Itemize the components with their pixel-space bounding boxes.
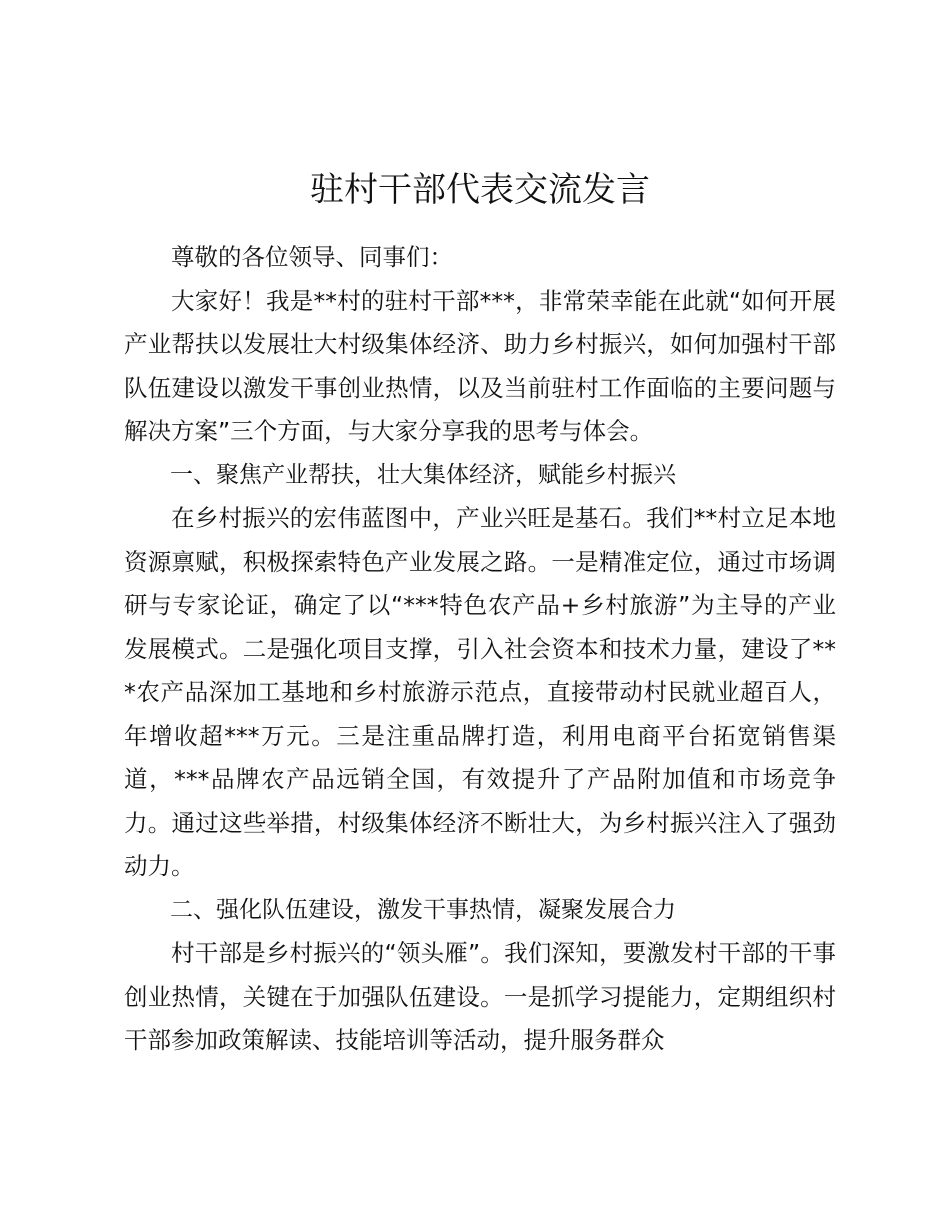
document-title: 驻村干部代表交流发言	[310, 170, 650, 210]
document-body	[124, 236, 836, 1063]
section-1-paragraph: 在乡村振兴的宏伟蓝图中，产业兴旺是基石。我们**村立足本地资源禀赋，积极探索特色产业发展之路。一是精准定位，通过市场调研与专家论证，确定了以“***特色农产品+乡村旅游”为主导的产业发展模式。二是强化项目支撑，引入社会资本和技术力量，建设了***农产品深加工基地和乡村旅游示范点，直接带动村民就业超百人，年增收超***万元。三是注重品牌打造，利用电商平台拓宽销售渠道，***品牌农产品远销全国，有效提升了产品附加值和市场竞争力。通过这些举措，村级集体经济不断壮大，为乡村振兴注入了强劲动力。	[124, 504, 836, 880]
section-2-paragraph: 村干部是乡村振兴的“领头雁”。我们深知，要激发村干部的干事创业热情，关键在于加强队伍建设。一是抓学习提能力，定期组织村干部参加政策解读、技能培训等活动，提升服务群众	[124, 939, 836, 1054]
section-1-heading: 一、聚焦产业帮扶，壮大集体经济，赋能乡村振兴	[170, 461, 676, 488]
intro-paragraph: 大家好！我是**村的驻村干部***，非常荣幸能在此就“如何开展产业帮扶以发展壮大村级集体经济、助力乡村振兴，如何加强村干部队伍建设以激发干事创业热情，以及当前驻村工作面临的主要问题与解决方案”三个方面，与大家分享我的思考与体会。	[124, 286, 836, 445]
section-2-heading: 二、强化队伍建设，激发干事热情，凝聚发展合力	[170, 896, 676, 923]
greeting-paragraph: 尊敬的各位领导、同事们：	[171, 243, 453, 271]
